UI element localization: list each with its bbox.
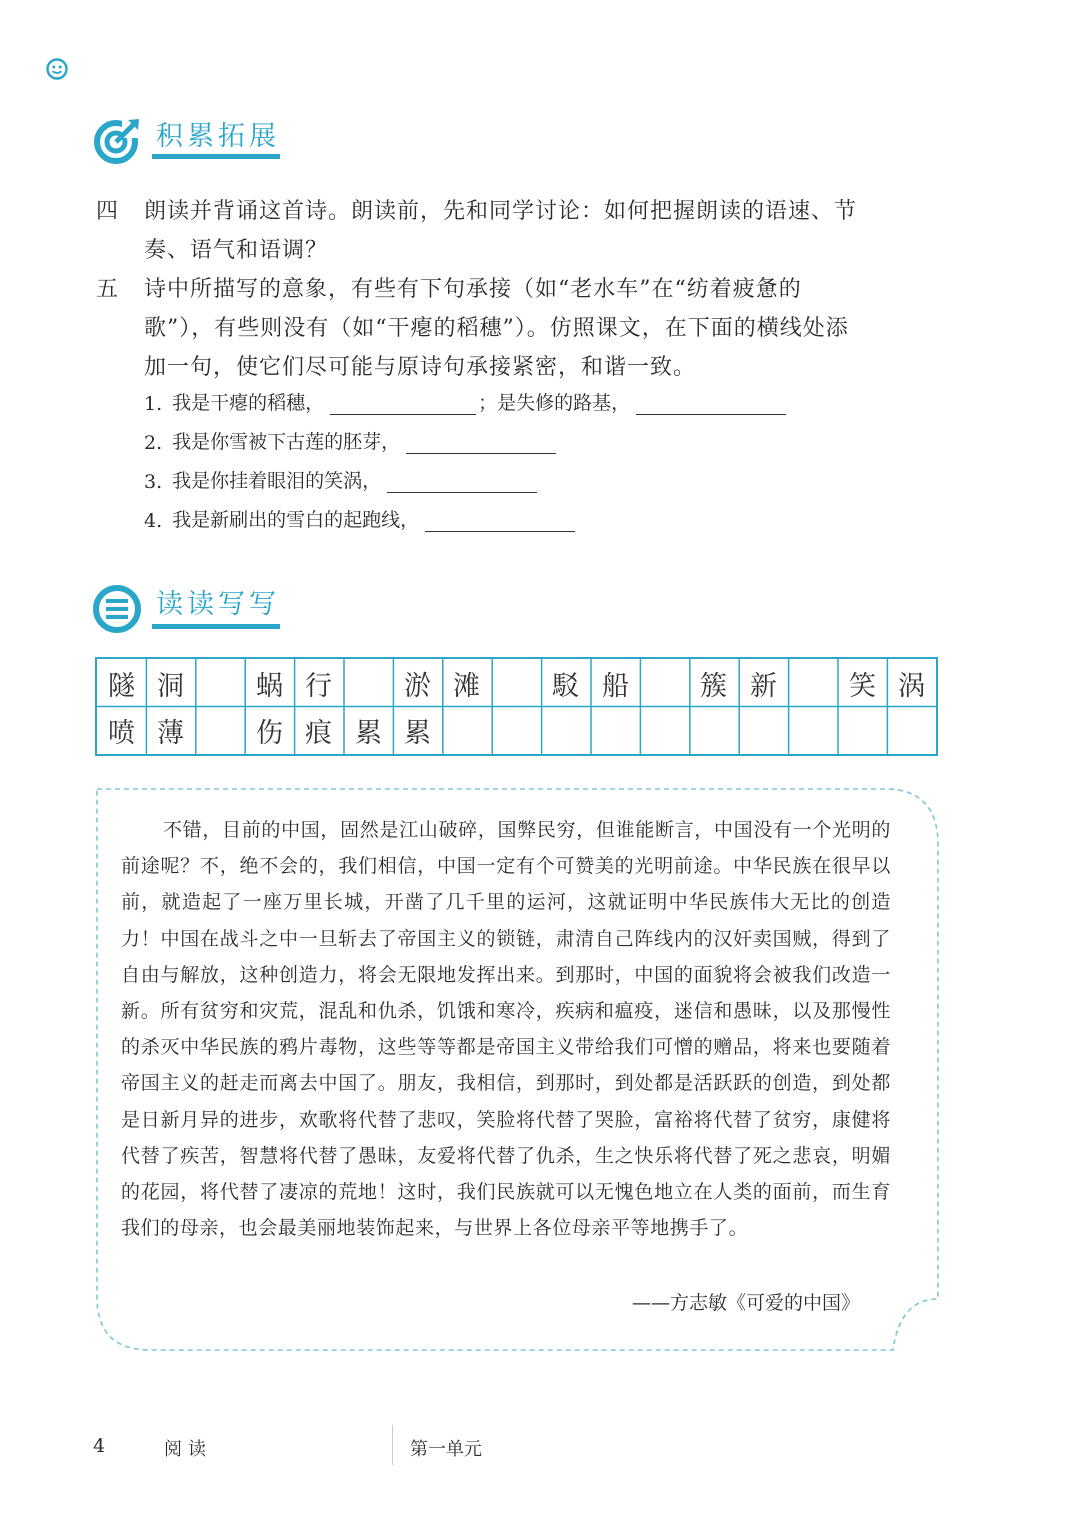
- item-text: 我是你挂着眼泪的笑涡，: [172, 470, 382, 492]
- answer-blank[interactable]: [387, 474, 537, 493]
- section-title-accumulate: 积累拓展: [156, 121, 280, 152]
- grid-char: 笑: [849, 670, 876, 702]
- character-grid: [95, 657, 938, 756]
- item-text: ；是失修的路基，: [478, 392, 631, 414]
- grid-char: 駁: [552, 670, 579, 702]
- item-number: 1.: [144, 393, 163, 415]
- page-number: 4: [93, 1435, 106, 1457]
- list-icon: [92, 584, 142, 634]
- item-text: 我是新刷出的雪白的起跑线，: [172, 509, 420, 531]
- answer-blank[interactable]: [425, 513, 575, 532]
- grid-char: 累: [404, 717, 431, 749]
- grid-char: 蜗: [256, 670, 283, 702]
- grid-char: 簇: [700, 670, 727, 702]
- answer-blank[interactable]: [636, 396, 786, 415]
- passage-text: [121, 812, 891, 1246]
- grid-char: 船: [602, 670, 629, 702]
- grid-char: 痕: [305, 717, 332, 749]
- exercise-text-line: 奏、语气和语调？: [144, 238, 329, 263]
- target-arrow-icon: [92, 116, 142, 166]
- fill-in-item: [144, 505, 575, 532]
- grid-char: 行: [305, 670, 332, 702]
- smiley-icon: [46, 58, 68, 80]
- footer-unit-label: 第一单元: [410, 1439, 482, 1460]
- answer-blank[interactable]: [330, 396, 476, 415]
- grid-char: 薄: [157, 717, 184, 749]
- grid-char: 累: [355, 717, 382, 749]
- grid-char: 喷: [108, 717, 135, 749]
- fill-in-item: [144, 427, 556, 454]
- grid-lines: [97, 659, 936, 754]
- grid-char: 淤: [404, 670, 431, 702]
- passage-paragraph: 不错，目前的中国，固然是江山破碎，国弊民穷，但谁能断言，中国没有一个光明的前途呢？不，绝不会的，我们相信，中国一定有个可赞美的光明前途。中华民族在很早以前，就造起了一座万里长城，开凿了几千里的运河，这就证明中华民族伟大无比的创造力！中国在战斗之中一旦斩去了帝国主义的锁链，肃清自己阵线内的汉奸卖国贼，得到了自由与解放，这种创造力，将会无限地发挥出来。到那时，中国的面貌将会被我们改造一新。所有贫穷和灾荒，混乱和仇杀，饥饿和寒冷，疾病和瘟疫，迷信和愚昧，以及那慢性的杀灭中华民族的鸦片毒物，这些等等都是帝国主义带给我们可憎的赠品，将来也要随着帝国主义的赶走而离去中国了。朋友，我相信，到那时，到处都是活跃跃的创造，到处都是日新月异的进步，欢歌将代替了悲叹，笑脸将代替了哭脸，富裕将代替了贫穷，康健将代替了疾苦，智慧将代替了愚昧，友爱将代替了仇杀，生之快乐将代替了死之悲哀，明媚的花园，将代替了凄凉的荒地！这时，我们民族就可以无愧色地立在人类的面前，而生育我们的母亲，也会最美丽地装饰起来，与世界上各位母亲平等地携手了。: [121, 819, 891, 1240]
- footer-section-label: 阅读: [164, 1439, 212, 1460]
- section-underline: [152, 154, 280, 159]
- grid-char: 滩: [453, 670, 480, 702]
- section-underline: [152, 624, 280, 629]
- grid-char: 洞: [157, 670, 184, 702]
- exercise-text-line: 歌”），有些则没有（如“干瘪的稻穗”）。仿照课文，在下面的横线处添: [144, 316, 849, 341]
- grid-char: 涡: [898, 670, 925, 702]
- grid-char: 新: [750, 670, 777, 702]
- grid-char: 伤: [256, 717, 283, 749]
- exercise-number: 五: [96, 277, 119, 302]
- grid-char: 隧: [108, 670, 135, 702]
- item-text: 我是你雪被下古莲的胚芽，: [172, 431, 401, 453]
- exercise-text-line: 朗读并背诵这首诗。朗读前，先和同学讨论：如何把握朗读的语速、节: [144, 199, 858, 224]
- fill-in-item: [144, 466, 537, 493]
- item-number: 2.: [144, 432, 163, 454]
- exercise-text-line: 诗中所描写的意象，有些有下句承接（如“老水车”在“纺着疲惫的: [144, 277, 802, 302]
- answer-blank[interactable]: [406, 435, 556, 454]
- passage-attribution: ——方志敏《可爱的中国》: [631, 1292, 860, 1314]
- section-title-read-write: 读读写写: [156, 589, 280, 620]
- exercise-text-line: 加一句，使它们尽可能与原诗句承接紧密，和谐一致。: [144, 355, 697, 380]
- item-number: 3.: [144, 471, 163, 493]
- item-number: 4.: [144, 510, 163, 532]
- footer-divider: [392, 1425, 393, 1465]
- exercise-number: 四: [96, 199, 119, 224]
- fill-in-item: [144, 388, 786, 415]
- item-text: 我是干瘪的稻穗，: [172, 392, 325, 414]
